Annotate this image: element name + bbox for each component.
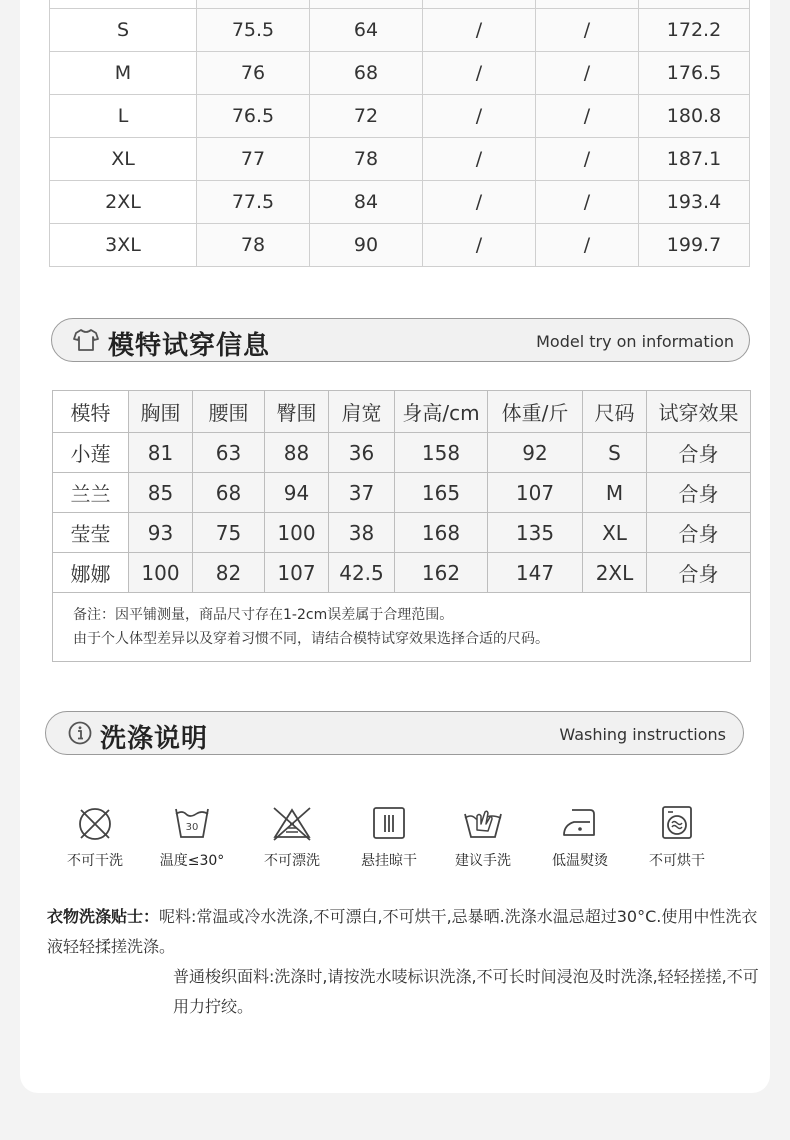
model-table-header-cell: 胸围 xyxy=(129,391,193,433)
model-table-row xyxy=(53,473,751,513)
wash-label-hand-wash: 建议手洗 xyxy=(455,853,511,869)
size-table-row xyxy=(50,138,750,181)
model-value-cell: 38 xyxy=(329,513,395,553)
model-value-cell: 68 xyxy=(193,473,265,513)
model-value-cell: 42.5 xyxy=(329,553,395,593)
note-line-1: 备注：因平铺测量，商品尺寸存在1-2cm误差属于合理范围。 xyxy=(73,607,454,623)
model-info-title: 模特试穿信息 xyxy=(108,331,271,361)
size-table-row xyxy=(50,9,750,52)
size-value-cell: 180.8 xyxy=(639,95,750,138)
size-table-stub-cell xyxy=(639,0,750,9)
size-value-cell: 78 xyxy=(197,224,310,267)
size-value-cell: 78 xyxy=(310,138,423,181)
wash-label-temp: 温度≤30° xyxy=(159,853,225,869)
size-value-cell: / xyxy=(536,95,639,138)
hang-dry-icon xyxy=(369,804,409,842)
note-line-2: 由于个人体型差异以及穿着习惯不同，请结合模特试穿效果选择合适的尺码。 xyxy=(73,631,549,647)
model-name-cell: 兰兰 xyxy=(53,473,129,513)
care-tips-label: 衣物洗涤贴士： xyxy=(47,907,160,926)
size-value-cell: 76 xyxy=(197,52,310,95)
model-value-cell: 合身 xyxy=(647,473,751,513)
model-table-row xyxy=(53,553,751,593)
no-dry-clean-icon xyxy=(75,804,115,842)
wash-item-no-dry-clean xyxy=(50,804,140,870)
wash-item-temp xyxy=(147,804,237,870)
size-value-cell: / xyxy=(423,52,536,95)
model-table-header-cell: 臀围 xyxy=(265,391,329,433)
size-value-cell: / xyxy=(536,181,639,224)
model-value-cell: XL xyxy=(583,513,647,553)
model-table-row xyxy=(53,433,751,473)
model-value-cell: 158 xyxy=(395,433,488,473)
model-value-cell: 合身 xyxy=(647,513,751,553)
size-value-cell: / xyxy=(423,138,536,181)
model-value-cell: 合身 xyxy=(647,433,751,473)
size-value-cell: 75.5 xyxy=(197,9,310,52)
info-icon xyxy=(66,719,94,747)
size-value-cell: / xyxy=(423,181,536,224)
size-table-stub-cell xyxy=(197,0,310,9)
size-value-cell: 84 xyxy=(310,181,423,224)
care-tips-line-1: 呢料:常温或冷水洗涤,不可漂白,不可烘干,忌暴晒.洗涤水温忌超过30°C.使用中性洗衣液轻轻揉搓洗涤。 xyxy=(47,907,758,956)
size-value-cell: / xyxy=(536,52,639,95)
model-value-cell: 82 xyxy=(193,553,265,593)
size-value-cell: / xyxy=(536,138,639,181)
model-value-cell: 147 xyxy=(488,553,583,593)
model-value-cell: 85 xyxy=(129,473,193,513)
model-table-header-cell: 腰围 xyxy=(193,391,265,433)
size-value-cell: 76.5 xyxy=(197,95,310,138)
size-label-cell: L xyxy=(50,95,197,138)
wash-item-no-bleach xyxy=(247,804,337,870)
model-value-cell: 94 xyxy=(265,473,329,513)
washing-subtitle: Washing instructions xyxy=(559,725,726,744)
size-label-cell: S xyxy=(50,9,197,52)
size-table-row xyxy=(50,181,750,224)
model-value-cell: 165 xyxy=(395,473,488,513)
size-table-row xyxy=(50,224,750,267)
model-table-header-row xyxy=(53,391,751,433)
model-value-cell: 75 xyxy=(193,513,265,553)
model-name-cell: 娜娜 xyxy=(53,553,129,593)
model-value-cell: 81 xyxy=(129,433,193,473)
size-value-cell: 90 xyxy=(310,224,423,267)
wash-30-icon xyxy=(172,804,212,842)
size-value-cell: / xyxy=(423,95,536,138)
size-table-top-stub xyxy=(50,0,750,9)
model-value-cell: 88 xyxy=(265,433,329,473)
size-value-cell: / xyxy=(536,9,639,52)
low-iron-icon xyxy=(560,804,600,842)
wash-label-low-iron: 低温熨烫 xyxy=(552,853,608,869)
model-info-subtitle: Model try on information xyxy=(536,332,734,351)
model-value-cell: 100 xyxy=(129,553,193,593)
size-value-cell: / xyxy=(536,224,639,267)
size-value-cell: / xyxy=(423,9,536,52)
size-value-cell: / xyxy=(423,224,536,267)
size-value-cell: 68 xyxy=(310,52,423,95)
wash-item-hand-wash xyxy=(438,804,528,870)
no-tumble-dry-icon xyxy=(657,804,697,842)
model-value-cell: 100 xyxy=(265,513,329,553)
size-value-cell: 77.5 xyxy=(197,181,310,224)
model-value-cell: 63 xyxy=(193,433,265,473)
size-table-stub-cell xyxy=(536,0,639,9)
wash-item-hang-dry xyxy=(344,804,434,870)
size-value-cell: 176.5 xyxy=(639,52,750,95)
model-value-cell: 2XL xyxy=(583,553,647,593)
size-table-stub-cell xyxy=(50,0,197,9)
wash-label-no-dry-clean: 不可干洗 xyxy=(67,853,123,869)
wash-label-hang-dry: 悬挂晾干 xyxy=(361,853,417,869)
size-table-stub-cell xyxy=(310,0,423,9)
model-value-cell: 93 xyxy=(129,513,193,553)
model-name-cell: 莹莹 xyxy=(53,513,129,553)
size-value-cell: 193.4 xyxy=(639,181,750,224)
model-table-header-cell: 身高/cm xyxy=(395,391,488,433)
model-value-cell: 92 xyxy=(488,433,583,473)
model-value-cell: 36 xyxy=(329,433,395,473)
care-tips-para-1 xyxy=(47,902,767,962)
model-table-header-cell: 体重/斤 xyxy=(488,391,583,433)
size-value-cell: 72 xyxy=(310,95,423,138)
model-table-note-row xyxy=(53,593,751,662)
hand-wash-icon xyxy=(463,804,503,842)
size-value-cell: 187.1 xyxy=(639,138,750,181)
model-value-cell: 合身 xyxy=(647,553,751,593)
model-table-row xyxy=(53,513,751,553)
model-table-note xyxy=(53,593,751,662)
size-table-row xyxy=(50,95,750,138)
care-tips-para-2 xyxy=(47,962,767,1022)
size-label-cell: M xyxy=(50,52,197,95)
washing-header xyxy=(45,711,744,755)
wash-label-no-bleach: 不可漂洗 xyxy=(264,853,320,869)
size-table xyxy=(49,0,750,267)
model-value-cell: M xyxy=(583,473,647,513)
model-name-cell: 小莲 xyxy=(53,433,129,473)
size-value-cell: 77 xyxy=(197,138,310,181)
model-value-cell: S xyxy=(583,433,647,473)
size-label-cell: XL xyxy=(50,138,197,181)
model-value-cell: 37 xyxy=(329,473,395,513)
care-tips xyxy=(47,902,767,1022)
model-value-cell: 168 xyxy=(395,513,488,553)
wash-label-no-tumble-dry: 不可烘干 xyxy=(649,853,705,869)
tshirt-icon xyxy=(72,326,100,354)
model-table-header-cell: 肩宽 xyxy=(329,391,395,433)
no-bleach-icon xyxy=(272,804,312,842)
size-value-cell: 199.7 xyxy=(639,224,750,267)
model-value-cell: 107 xyxy=(488,473,583,513)
size-value-cell: 172.2 xyxy=(639,9,750,52)
size-label-cell: 3XL xyxy=(50,224,197,267)
model-table-header-cell: 模特 xyxy=(53,391,129,433)
model-table xyxy=(52,390,751,662)
care-tips-line-2: 普通梭织面料:洗涤时,请按洗水唛标识洗涤,不可长时间浸泡及时洗涤,轻轻搓搓,不可用力拧绞。 xyxy=(173,967,759,1016)
model-table-header-cell: 试穿效果 xyxy=(647,391,751,433)
model-value-cell: 162 xyxy=(395,553,488,593)
svg-text:30: 30 xyxy=(185,822,199,833)
size-value-cell: 64 xyxy=(310,9,423,52)
wash-item-no-tumble-dry xyxy=(632,804,722,870)
model-info-header xyxy=(51,318,750,362)
model-value-cell: 135 xyxy=(488,513,583,553)
size-table-row xyxy=(50,52,750,95)
model-table-header-cell: 尺码 xyxy=(583,391,647,433)
washing-title: 洗涤说明 xyxy=(100,724,209,754)
size-label-cell: 2XL xyxy=(50,181,197,224)
size-table-stub-cell xyxy=(423,0,536,9)
model-value-cell: 107 xyxy=(265,553,329,593)
wash-item-low-iron xyxy=(535,804,625,870)
